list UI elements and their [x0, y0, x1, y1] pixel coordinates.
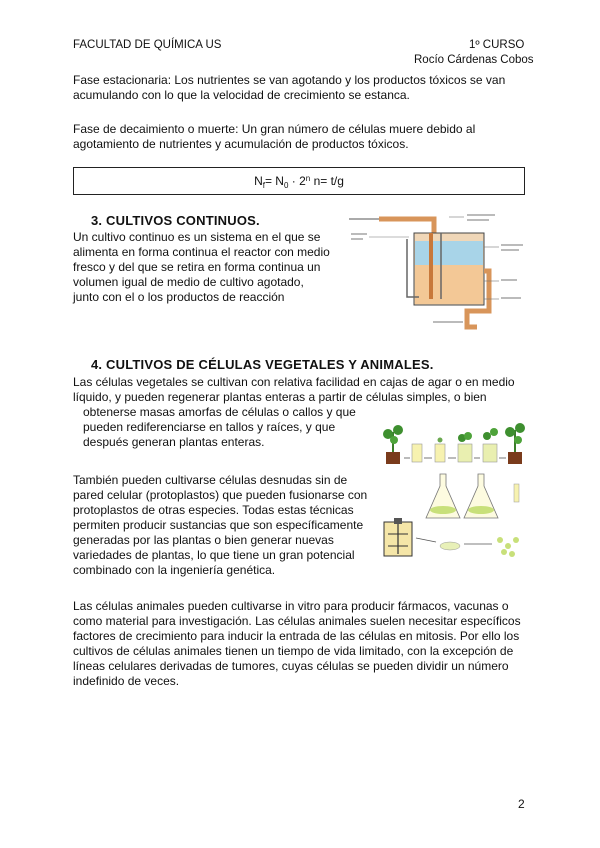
section-4-paragraph-2: [73, 473, 373, 578]
text-line: fresco y del que se retira en forma continua un: [73, 260, 321, 274]
formula-eq: = N: [264, 174, 284, 188]
formula-sub-0: 0: [283, 181, 289, 190]
header-course: 1º CURSO: [469, 39, 525, 51]
formula-sub-f: f: [262, 181, 265, 190]
text-line: como material para investigación. Las células animales suelen necesitar específicos: [73, 614, 521, 628]
text-line: volumen igual de medio de cultivo agotado,: [73, 275, 304, 289]
text-line: líquido, y pueden regenerar plantas enteras a partir de células simples, o bien: [73, 390, 487, 404]
text-line: Las células vegetales se cultivan con relativa facilidad en cajas de agar o en medio: [73, 375, 515, 389]
text-line: cultivos de células animales tienen un tiempo de vida limitado, con la excepción de: [73, 644, 514, 658]
section-3-heading: 3. CULTIVOS CONTINUOS.: [91, 213, 260, 228]
formula-n: N: [254, 174, 263, 188]
formula-mid: · 2: [288, 174, 306, 188]
section-3-text: [73, 230, 348, 305]
text-line: combinado con la ingeniería genética.: [73, 563, 276, 577]
text-line: líneas celulares derivadas de tumores, cuyas células se pueden dividir un número: [73, 659, 509, 673]
section-4-paragraph-3: [73, 599, 533, 689]
paragraph-fase-decaimiento: Fase de decaimiento o muerte: Un gran número de células muere debido al agotamiento de nutrientes y acumulación de productos tóxicos.: [73, 122, 476, 151]
formula-box: [73, 167, 525, 195]
text-line: factores de crecimiento para inducir la entrada de las células en mitosis. Por ello los: [73, 629, 520, 643]
text-line: indefinido de veces.: [73, 674, 180, 688]
text-line: pared celular (protoplastos) que pueden fusionarse con: [73, 488, 368, 502]
header-author: Rocío Cárdenas Cobos: [414, 54, 534, 66]
text-line: junto con el o los productos de reacción: [73, 290, 285, 304]
text-line: variedades de plantas, lo que tiene un gran potencial: [73, 548, 355, 562]
text-line: protoplastos de otras especies. Todas estas técnicas: [73, 503, 354, 517]
text-line: obtenerse masas amorfas de células o callos y que: [83, 405, 356, 419]
formula-exp: n: [305, 174, 311, 183]
text-line: Las células animales pueden cultivarse in vitro para producir fármacos, vacunas o: [73, 599, 509, 613]
continuous-reactor-diagram: [349, 211, 527, 335]
text-line: generadas por las plantas o bien generar nuevas: [73, 533, 334, 547]
section-4-heading: 4. CULTIVOS DE CÉLULAS VEGETALES Y ANIMALES.: [91, 357, 434, 372]
paragraph-fase-estacionaria: Fase estacionaria: Los nutrientes se van agotando y los productos tóxicos se van acumulando con lo que la velocidad de crecimiento se estanca.: [73, 73, 506, 102]
text-line: También pueden cultivarse células desnudas sin de: [73, 473, 348, 487]
plant-cell-culture-diagram: [380, 422, 530, 562]
header-faculty: FACULTAD DE QUÍMICA US: [73, 39, 222, 51]
text-line: permiten producir sustancias que son específicamente: [73, 518, 364, 532]
text-line: después generan plantas enteras.: [83, 435, 265, 449]
formula-rest: n= t/g: [310, 174, 344, 188]
text-line: alimenta en forma continua el reactor con medio: [73, 245, 330, 259]
text-line: Un cultivo continuo es un sistema en el que se: [73, 230, 321, 244]
text-line: pueden rediferenciarse en tallos y raíces, y que: [83, 420, 336, 434]
page-number: 2: [518, 797, 525, 811]
